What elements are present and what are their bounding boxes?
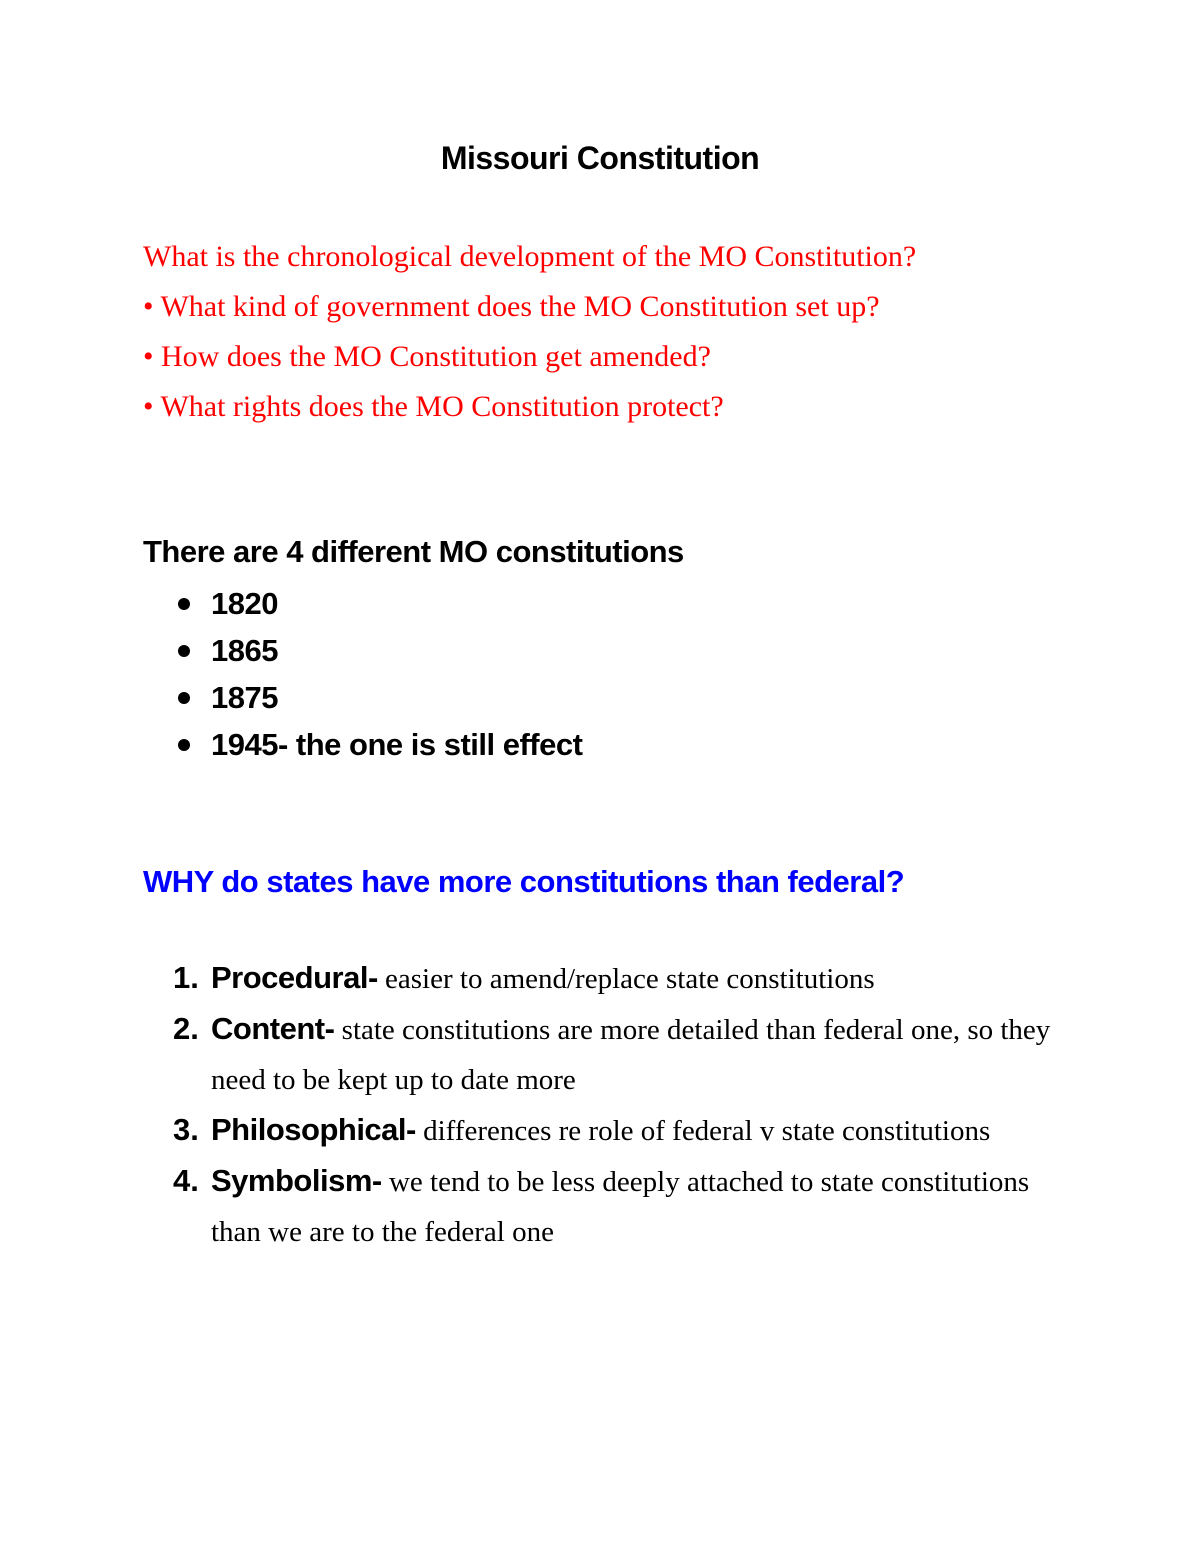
reason-number: 3. xyxy=(173,1112,199,1147)
question-item: • What kind of government does the MO Constitution set up? xyxy=(143,290,880,323)
bullet-icon xyxy=(178,645,190,657)
reason-term: Procedural- xyxy=(211,960,378,995)
reason-item xyxy=(143,953,1083,1004)
why-heading: WHY do states have more constitutions than federal? xyxy=(143,864,905,899)
bullet-icon xyxy=(178,692,190,704)
reason-description: differences re role of federal v state constitutions xyxy=(415,1115,991,1147)
reason-item xyxy=(143,1105,1083,1156)
reason-term: Philosophical- xyxy=(211,1112,416,1147)
question-item: What is the chronological development of the MO Constitution? xyxy=(143,240,917,273)
year-item xyxy=(143,627,943,674)
reason-item xyxy=(143,1156,1083,1257)
reason-term: Symbolism- xyxy=(211,1163,382,1198)
question-item: • How does the MO Constitution get amended? xyxy=(143,340,711,373)
reason-item xyxy=(143,1004,1083,1105)
guiding-questions-list xyxy=(143,232,1103,432)
constitutions-heading: There are 4 different MO constitutions xyxy=(143,534,684,569)
year-label: 1875 xyxy=(211,680,278,715)
page-title: Missouri Constitution xyxy=(440,140,760,176)
bullet-icon xyxy=(178,598,190,610)
reason-description: state constitutions are more detailed than federal one, so they need to be kept up to date more xyxy=(211,1014,1051,1096)
year-label: 1865 xyxy=(211,633,278,668)
bullet-icon xyxy=(178,739,190,751)
year-item xyxy=(143,721,943,768)
reason-term: Content- xyxy=(211,1011,335,1046)
year-item xyxy=(143,674,943,721)
year-label: 1820 xyxy=(211,586,278,621)
year-label: 1945- the one is still effect xyxy=(211,727,583,762)
question-item: • What rights does the MO Constitution protect? xyxy=(143,390,724,423)
year-item xyxy=(143,580,943,627)
reason-description: easier to amend/replace state constitutions xyxy=(377,963,875,995)
reason-number: 4. xyxy=(173,1163,199,1198)
reason-number: 2. xyxy=(173,1011,199,1046)
constitution-years-list xyxy=(143,580,943,768)
reasons-list xyxy=(143,953,1083,1257)
reason-number: 1. xyxy=(173,960,199,995)
reason-description: we tend to be less deeply attached to state constitutions than we are to the federal one xyxy=(211,1166,1030,1248)
